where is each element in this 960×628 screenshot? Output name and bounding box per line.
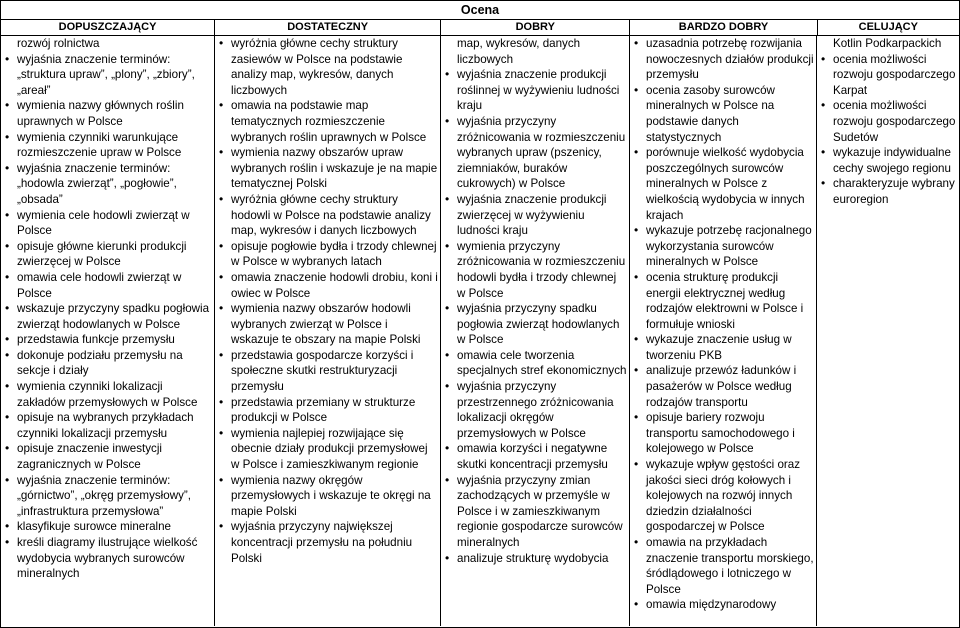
criterion-item: • porównuje wielkość wydobycia poszczególnych surowców mineralnych w Polsce z wielkością wydobycia w innych krajach xyxy=(633,145,814,223)
criterion-item: • wyjaśnia znaczenie terminów: „górnictwo”, „okręg przemysłowy”, „infrastruktura przemysłowa” xyxy=(4,473,212,520)
criterion-item: • wyjaśnia znaczenie terminów: „struktura upraw”, „plony”, „zbiory”, „areał” xyxy=(4,52,212,99)
header-dopuszczajacy: DOPUSZCZAJĄCY xyxy=(1,20,215,35)
column-bardzo-dobry xyxy=(630,36,817,626)
header-celujacy: CELUJĄCY xyxy=(858,21,918,33)
criterion-item: • wymienia nazwy głównych roślin uprawnych w Polsce xyxy=(4,98,212,129)
criterion-item: • klasyfikuje surowce mineralne xyxy=(4,519,212,535)
criterion-item: • omawia znaczenie hodowli drobiu, koni i owiec w Polsce xyxy=(218,270,438,301)
criterion-item: • wymienia czynniki lokalizacji zakładów przemysłowych w Polsce xyxy=(4,379,212,410)
header-dostateczny: DOSTATECZNY xyxy=(215,20,441,35)
criterion-item: • wymienia nazwy obszarów upraw wybranych roślin i wskazuje je na mapie tematycznej Polski xyxy=(218,145,438,192)
criterion-item: • wyjaśnia przyczyny przestrzennego zróżnicowania lokalizacji okręgów przemysłowych w Polsce xyxy=(444,379,627,441)
criterion-item: • ocenia możliwości rozwoju gospodarczego Karpat xyxy=(820,52,957,99)
criterion-item: Kotlin Podkarpackich xyxy=(833,37,942,50)
criterion-item: • wykazuje potrzebę racjonalnego wykorzystania surowców mineralnych w Polsce xyxy=(633,223,814,270)
criterion-item: • omawia cele tworzenia specjalnych stref ekonomicznych xyxy=(444,348,627,379)
criterion-item: • charakteryzuje wybrany euroregion xyxy=(820,176,957,207)
criterion-item: • przedstawia przemiany w strukturze produkcji w Polsce xyxy=(218,395,438,426)
criterion-item: • omawia na podstawie map tematycznych rozmieszczenie wybranych roślin uprawnych w Polsce xyxy=(218,98,438,145)
criterion-item: • przedstawia funkcje przemysłu xyxy=(4,332,212,348)
criterion-item: • wymienia cele hodowli zwierząt w Polsce xyxy=(4,208,212,239)
criterion-item: • ocenia możliwości rozwoju gospodarczego Sudetów xyxy=(820,98,957,145)
column-dostateczny xyxy=(215,36,441,626)
criterion-item: rozwój rolnictwa xyxy=(17,37,100,50)
criterion-item: • wyjaśnia przyczyny spadku pogłowia zwierząt hodowlanych w Polsce xyxy=(444,301,627,348)
criterion-item: • wykazuje indywidualne cechy swojego regionu xyxy=(820,145,957,176)
criterion-item: • wymienia nazwy obszarów hodowli wybranych zwierząt w Polsce i wskazuje te obszary na mapie Polski xyxy=(218,301,438,348)
column-dobry xyxy=(441,36,630,626)
criterion-item: • wykazuje wpływ gęstości oraz jakości sieci dróg kołowych i kolejowych na rozwój innych dziedzin działalności gospodarczej w Polsce xyxy=(633,457,814,535)
criterion-item: • wyróżnia główne cechy struktury hodowli w Polsce na podstawie analizy map, wykresów i danych liczbowych xyxy=(218,192,438,239)
criterion-item: • kreśli diagramy ilustrujące wielkość wydobycia wybranych surowców mineralnych xyxy=(4,535,212,582)
criterion-item: • wyjaśnia znaczenie produkcji zwierzęcej w wyżywieniu ludności kraju xyxy=(444,192,627,239)
header-bardzo-dobry: BARDZO DOBRY xyxy=(630,20,817,35)
criterion-item: • wskazuje przyczyny spadku pogłowia zwierząt hodowlanych w Polsce xyxy=(4,301,212,332)
criterion-item: • opisuje pogłowie bydła i trzody chlewnej w Polsce w wybranych latach xyxy=(218,239,438,270)
table-title: Ocena xyxy=(1,1,959,20)
header-dobry: DOBRY xyxy=(441,20,630,35)
criterion-item: • wymienia najlepiej rozwijające się obecnie działy produkcji przemysłowej w Polsce i zamieszkiwanym regionie xyxy=(218,426,438,473)
criterion-item: • wymienia nazwy okręgów przemysłowych i wskazuje te okręgi na mapie Polski xyxy=(218,473,438,520)
criterion-item: • opisuje znaczenie inwestycji zagranicznych w Polsce xyxy=(4,441,212,472)
criterion-item: • wyjaśnia znaczenie terminów: „hodowla zwierząt”, „pogłowie”, „obsada” xyxy=(4,161,212,208)
criterion-item: • opisuje na wybranych przykładach czynniki lokalizacji przemysłu xyxy=(4,410,212,441)
criterion-item: • wyjaśnia przyczyny zróżnicowania w rozmieszczeniu wybranych upraw (pszenicy, ziemniaków, buraków cukrowych) w Polsce xyxy=(444,114,627,192)
criterion-item: • omawia cele hodowli zwierząt w Polsce xyxy=(4,270,212,301)
criterion-item: • przedstawia gospodarcze korzyści i społeczne skutki restrukturyzacji przemysłu xyxy=(218,348,438,395)
column-celujacy xyxy=(817,36,959,626)
criterion-item: • wyjaśnia znaczenie produkcji roślinnej w wyżywieniu ludności kraju xyxy=(444,67,627,114)
criterion-item: • ocenia strukturę produkcji energii elektrycznej według rodzajów elektrowni w Polsce i formułuje wnioski xyxy=(633,270,814,332)
criterion-item: • wymienia czynniki warunkujące rozmieszczenie upraw w Polsce xyxy=(4,130,212,161)
criterion-item: • dokonuje podziału przemysłu na sekcje i działy xyxy=(4,348,212,379)
criterion-item: • wymienia przyczyny zróżnicowania w rozmieszczeniu hodowli bydła i trzody chlewnej w Polsce xyxy=(444,239,627,301)
criterion-item: map, wykresów, danych liczbowych xyxy=(457,37,581,66)
criterion-item: • uzasadnia potrzebę rozwijania nowoczesnych działów produkcji przemysłu xyxy=(633,36,814,83)
criterion-item: • opisuje główne kierunki produkcji zwierzęcej w Polsce xyxy=(4,239,212,270)
criterion-item: • wyróżnia główne cechy struktury zasiewów w Polsce na podstawie analizy map, wykresów, danych liczbowych xyxy=(218,36,438,98)
criterion-item: • opisuje bariery rozwoju transportu samochodowego i kolejowego w Polsce xyxy=(633,410,814,457)
column-dopuszczajacy xyxy=(1,36,215,626)
criterion-item: • analizuje strukturę wydobycia xyxy=(444,551,627,567)
grade-header-row xyxy=(1,20,959,36)
criterion-item: • wykazuje znaczenie usług w tworzeniu PKB xyxy=(633,332,814,363)
criterion-item: • analizuje przewóz ładunków i pasażerów w Polsce według rodzajów transportu xyxy=(633,363,814,410)
criterion-item: • omawia międzynarodowy xyxy=(633,597,814,613)
criterion-item: • omawia korzyści i negatywne skutki koncentracji przemysłu xyxy=(444,441,627,472)
criterion-item: • omawia na przykładach znaczenie transportu morskiego, śródlądowego i lotniczego w Polsce xyxy=(633,535,814,597)
criterion-item: • ocenia zasoby surowców mineralnych w Polsce na podstawie danych statystycznych xyxy=(633,83,814,145)
criterion-item: • wyjaśnia przyczyny największej koncentracji przemysłu na południu Polski xyxy=(218,519,438,566)
criteria-body-row xyxy=(1,36,959,626)
criterion-item: • wyjaśnia przyczyny zmian zachodzących w przemyśle w Polsce i w zamieszkiwanym regionie gospodarcze surowców mineralnych xyxy=(444,473,627,551)
